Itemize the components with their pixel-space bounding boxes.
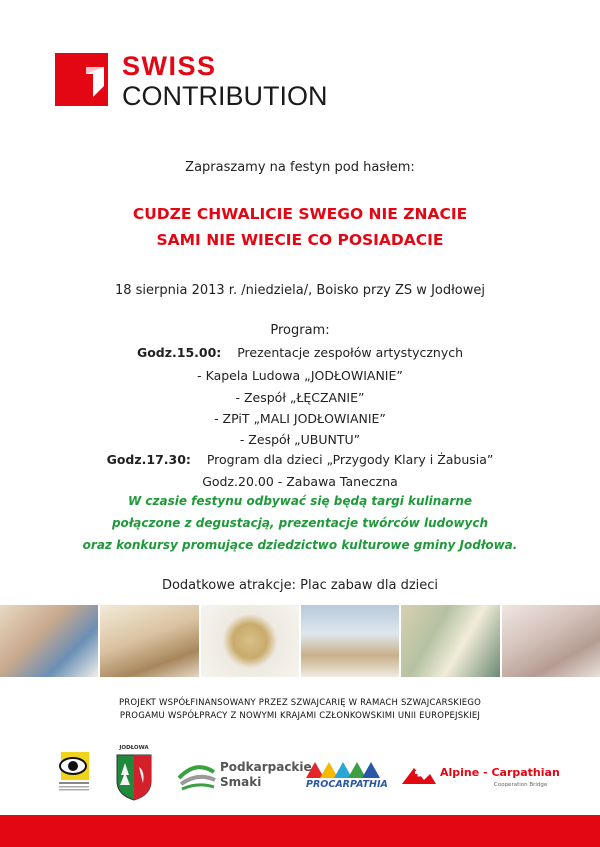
program-sub-1: - Kapela Ludowa „JODŁOWIANIE” [197,368,403,383]
procarpathia-logo [306,760,386,794]
program-line-3: Godz.20.00 - Zabawa Taneczna [202,474,398,489]
program-time-1: Godz.15.00: [136,345,222,360]
program-item-2: Program dla dzieci „Przygody Klary i Żabusia” [206,452,494,467]
program-line-1 [0,345,600,360]
photo-people-at-table [0,605,100,677]
alpine-carpathian-cross-icon [402,762,436,790]
jodlowa-coat-of-arms-icon [115,745,153,801]
alpine-carpathian-text: Alpine - Carpathian [440,766,560,779]
swiss-logo-square-icon [55,53,108,106]
program-sub-3: - ZPiT „MALI JODŁOWIANIE” [214,411,386,426]
program-line-2 [0,452,600,467]
logo-word-contribution: CONTRIBUTION [122,81,328,111]
photo-cooking [100,605,200,677]
podkarpackie-text-1: Podkarpackie [220,760,312,774]
procarpathia-mountains-icon [306,760,386,778]
green-text-line-2: połączone z degustacją, prezentacje twórców ludowych [111,516,489,530]
green-text-line-3: oraz konkursy promujące dziedzictwo kulturowe gminy Jodłowa. [82,538,518,552]
footer-red-bar [0,815,600,847]
photo-dish [201,605,301,677]
logo-word-swiss: SWISS [122,51,217,81]
program-item-1: Prezentacje zespołów artystycznych [237,345,464,360]
green-text-line-1: W czasie festynu odbywać się będą targi kulinarne [127,494,472,508]
podkarpackie-smaki-logo-icon [176,758,312,792]
program-time-2: Godz.17.30: [106,452,191,467]
program-title: Program: [270,323,330,338]
project-note-line-2: PROGAMU WSPÓŁPRACY Z NOWYMI KRAJAMI CZŁONKOWSKIMI UNII EUROPEJSKIEJ [119,711,481,721]
procarpathia-text: PROCARPATHIA [306,779,388,790]
extra-attractions: Dodatkowe atrakcje: Plac zabaw dla dzieci [161,578,439,593]
photo-painting [401,605,501,677]
slogan-line-1: CUDZE CHWALICIE SWEGO NIE ZNACIE [132,205,468,223]
intro-text: Zapraszamy na festyn pod hasłem: [185,160,415,175]
jodlowa-label: JODŁOWA [119,745,149,751]
date-place: 18 sierpnia 2013 r. /niedziela/, Boisko przy ZS w Jodłowej [114,283,485,298]
alpine-carpathian-logo [402,760,560,794]
photo-strip [0,605,600,677]
program-sub-4: - Zespół „UBUNTU” [239,432,361,447]
photo-pastries [301,605,401,677]
alpine-carpathian-subtext: Cooperation Bridge [494,782,548,788]
project-note-line-1: PROJEKT WSPÓŁFINANSOWANY PRZEZ SZWAJCARIĘ W RAMACH SZWAJCARSKIEGO [118,698,482,708]
photo-crafts [502,605,600,677]
slogan-line-2: SAMI NIE WIECIE CO POSIADACIE [156,231,444,249]
eye-logo-icon [55,752,93,792]
program-sub-2: - Zespół „ŁĘCZANIE” [235,390,365,405]
podkarpackie-text-2: Smaki [220,775,262,789]
